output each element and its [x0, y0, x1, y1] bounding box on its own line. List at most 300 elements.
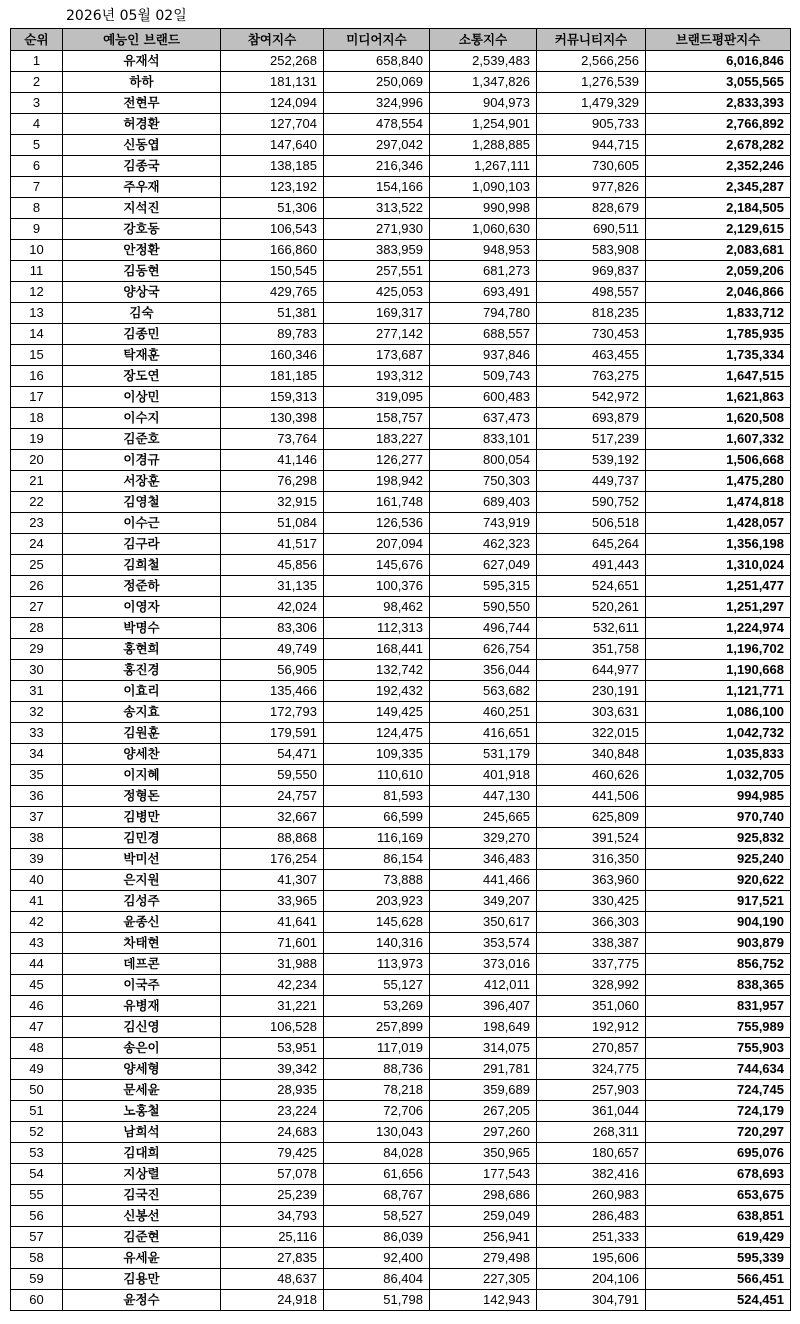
cell-media: 478,554 — [324, 114, 430, 135]
cell-community: 645,264 — [537, 534, 646, 555]
cell-community: 498,557 — [537, 282, 646, 303]
cell-media: 88,736 — [324, 1059, 430, 1080]
cell-participation: 51,381 — [221, 303, 324, 324]
cell-participation: 59,550 — [221, 765, 324, 786]
cell-brand: 송지효 — [63, 702, 221, 723]
header-community-index: 커뮤니티지수 — [537, 29, 646, 51]
cell-rank: 56 — [11, 1206, 63, 1227]
cell-community: 542,972 — [537, 387, 646, 408]
cell-communication: 595,315 — [430, 576, 537, 597]
cell-rank: 18 — [11, 408, 63, 429]
cell-reputation: 638,851 — [646, 1206, 791, 1227]
cell-brand: 송은이 — [63, 1038, 221, 1059]
cell-participation: 25,239 — [221, 1185, 324, 1206]
cell-community: 260,983 — [537, 1185, 646, 1206]
table-row — [11, 1101, 791, 1122]
cell-reputation: 2,766,892 — [646, 114, 791, 135]
cell-participation: 51,084 — [221, 513, 324, 534]
cell-participation: 150,545 — [221, 261, 324, 282]
cell-community: 286,483 — [537, 1206, 646, 1227]
cell-communication: 256,941 — [430, 1227, 537, 1248]
cell-brand: 서장훈 — [63, 471, 221, 492]
cell-reputation: 1,356,198 — [646, 534, 791, 555]
cell-rank: 29 — [11, 639, 63, 660]
cell-rank: 13 — [11, 303, 63, 324]
cell-participation: 28,935 — [221, 1080, 324, 1101]
cell-communication: 298,686 — [430, 1185, 537, 1206]
cell-reputation: 1,785,935 — [646, 324, 791, 345]
cell-rank: 44 — [11, 954, 63, 975]
cell-reputation: 1,190,668 — [646, 660, 791, 681]
table-row — [11, 870, 791, 891]
cell-participation: 159,313 — [221, 387, 324, 408]
cell-community: 391,524 — [537, 828, 646, 849]
cell-media: 86,154 — [324, 849, 430, 870]
cell-rank: 48 — [11, 1038, 63, 1059]
cell-reputation: 970,740 — [646, 807, 791, 828]
cell-participation: 49,749 — [221, 639, 324, 660]
cell-media: 58,527 — [324, 1206, 430, 1227]
cell-reputation: 678,693 — [646, 1164, 791, 1185]
cell-brand: 이영자 — [63, 597, 221, 618]
cell-media: 145,628 — [324, 912, 430, 933]
cell-media: 149,425 — [324, 702, 430, 723]
cell-media: 68,767 — [324, 1185, 430, 1206]
table-row — [11, 51, 791, 72]
cell-community: 977,826 — [537, 177, 646, 198]
cell-rank: 24 — [11, 534, 63, 555]
cell-communication: 359,689 — [430, 1080, 537, 1101]
cell-reputation: 1,086,100 — [646, 702, 791, 723]
cell-media: 183,227 — [324, 429, 430, 450]
cell-rank: 11 — [11, 261, 63, 282]
header-media-index: 미디어지수 — [324, 29, 430, 51]
table-row — [11, 849, 791, 870]
cell-brand: 이수근 — [63, 513, 221, 534]
cell-rank: 32 — [11, 702, 63, 723]
cell-communication: 750,303 — [430, 471, 537, 492]
cell-communication: 688,557 — [430, 324, 537, 345]
cell-communication: 681,273 — [430, 261, 537, 282]
cell-media: 154,166 — [324, 177, 430, 198]
cell-communication: 1,254,901 — [430, 114, 537, 135]
cell-rank: 57 — [11, 1227, 63, 1248]
cell-brand: 양세형 — [63, 1059, 221, 1080]
table-row — [11, 198, 791, 219]
cell-brand: 김종민 — [63, 324, 221, 345]
cell-media: 216,346 — [324, 156, 430, 177]
table-row — [11, 597, 791, 618]
cell-brand: 김동현 — [63, 261, 221, 282]
cell-rank: 58 — [11, 1248, 63, 1269]
cell-participation: 147,640 — [221, 135, 324, 156]
cell-reputation: 755,903 — [646, 1038, 791, 1059]
cell-brand: 김숙 — [63, 303, 221, 324]
cell-community: 905,733 — [537, 114, 646, 135]
table-row — [11, 1248, 791, 1269]
cell-communication: 356,044 — [430, 660, 537, 681]
cell-rank: 30 — [11, 660, 63, 681]
cell-community: 463,455 — [537, 345, 646, 366]
cell-media: 297,042 — [324, 135, 430, 156]
cell-brand: 유병재 — [63, 996, 221, 1017]
cell-brand: 안정환 — [63, 240, 221, 261]
cell-reputation: 838,365 — [646, 975, 791, 996]
cell-community: 366,303 — [537, 912, 646, 933]
cell-media: 161,748 — [324, 492, 430, 513]
cell-reputation: 1,735,334 — [646, 345, 791, 366]
cell-community: 1,479,329 — [537, 93, 646, 114]
cell-communication: 1,090,103 — [430, 177, 537, 198]
cell-reputation: 653,675 — [646, 1185, 791, 1206]
cell-rank: 55 — [11, 1185, 63, 1206]
cell-reputation: 6,016,846 — [646, 51, 791, 72]
cell-participation: 32,915 — [221, 492, 324, 513]
cell-participation: 106,528 — [221, 1017, 324, 1038]
cell-communication: 627,049 — [430, 555, 537, 576]
cell-rank: 21 — [11, 471, 63, 492]
cell-brand: 윤종신 — [63, 912, 221, 933]
cell-participation: 31,135 — [221, 576, 324, 597]
cell-participation: 88,868 — [221, 828, 324, 849]
cell-participation: 51,306 — [221, 198, 324, 219]
table-row — [11, 1080, 791, 1101]
cell-reputation: 2,345,287 — [646, 177, 791, 198]
cell-communication: 1,060,630 — [430, 219, 537, 240]
table-row — [11, 1038, 791, 1059]
table-row — [11, 114, 791, 135]
cell-participation: 179,591 — [221, 723, 324, 744]
cell-brand: 지상렬 — [63, 1164, 221, 1185]
table-row — [11, 912, 791, 933]
cell-rank: 31 — [11, 681, 63, 702]
cell-community: 491,443 — [537, 555, 646, 576]
cell-rank: 15 — [11, 345, 63, 366]
cell-communication: 462,323 — [430, 534, 537, 555]
cell-participation: 41,146 — [221, 450, 324, 471]
cell-communication: 350,965 — [430, 1143, 537, 1164]
cell-communication: 460,251 — [430, 702, 537, 723]
cell-rank: 53 — [11, 1143, 63, 1164]
cell-reputation: 920,622 — [646, 870, 791, 891]
cell-community: 351,758 — [537, 639, 646, 660]
cell-reputation: 1,428,057 — [646, 513, 791, 534]
cell-media: 169,317 — [324, 303, 430, 324]
cell-media: 130,043 — [324, 1122, 430, 1143]
cell-reputation: 1,121,771 — [646, 681, 791, 702]
cell-community: 251,333 — [537, 1227, 646, 1248]
cell-participation: 24,757 — [221, 786, 324, 807]
cell-rank: 19 — [11, 429, 63, 450]
cell-rank: 23 — [11, 513, 63, 534]
cell-communication: 314,075 — [430, 1038, 537, 1059]
cell-media: 66,599 — [324, 807, 430, 828]
cell-brand: 장도연 — [63, 366, 221, 387]
cell-reputation: 1,607,332 — [646, 429, 791, 450]
cell-participation: 32,667 — [221, 807, 324, 828]
cell-participation: 54,471 — [221, 744, 324, 765]
cell-brand: 강호동 — [63, 219, 221, 240]
cell-brand: 문세윤 — [63, 1080, 221, 1101]
cell-media: 124,475 — [324, 723, 430, 744]
cell-community: 316,350 — [537, 849, 646, 870]
cell-participation: 27,835 — [221, 1248, 324, 1269]
table-row — [11, 891, 791, 912]
cell-media: 98,462 — [324, 597, 430, 618]
cell-reputation: 724,179 — [646, 1101, 791, 1122]
cell-brand: 김성주 — [63, 891, 221, 912]
cell-community: 230,191 — [537, 681, 646, 702]
cell-media: 319,095 — [324, 387, 430, 408]
header-participation-index: 참여지수 — [221, 29, 324, 51]
cell-communication: 496,744 — [430, 618, 537, 639]
table-row — [11, 1017, 791, 1038]
cell-community: 337,775 — [537, 954, 646, 975]
table-row — [11, 618, 791, 639]
cell-rank: 60 — [11, 1290, 63, 1311]
cell-rank: 20 — [11, 450, 63, 471]
cell-brand: 정준하 — [63, 576, 221, 597]
cell-communication: 937,846 — [430, 345, 537, 366]
cell-participation: 160,346 — [221, 345, 324, 366]
cell-brand: 이지혜 — [63, 765, 221, 786]
table-row — [11, 408, 791, 429]
cell-reputation: 925,832 — [646, 828, 791, 849]
cell-reputation: 720,297 — [646, 1122, 791, 1143]
cell-brand: 주우재 — [63, 177, 221, 198]
cell-communication: 353,574 — [430, 933, 537, 954]
cell-participation: 429,765 — [221, 282, 324, 303]
cell-brand: 김병만 — [63, 807, 221, 828]
cell-participation: 123,192 — [221, 177, 324, 198]
table-row — [11, 345, 791, 366]
cell-communication: 259,049 — [430, 1206, 537, 1227]
cell-media: 100,376 — [324, 576, 430, 597]
cell-media: 92,400 — [324, 1248, 430, 1269]
table-row — [11, 1143, 791, 1164]
cell-reputation: 695,076 — [646, 1143, 791, 1164]
table-row — [11, 933, 791, 954]
cell-community: 590,752 — [537, 492, 646, 513]
cell-rank: 42 — [11, 912, 63, 933]
cell-communication: 626,754 — [430, 639, 537, 660]
cell-communication: 267,205 — [430, 1101, 537, 1122]
cell-community: 195,606 — [537, 1248, 646, 1269]
cell-media: 110,610 — [324, 765, 430, 786]
cell-rank: 12 — [11, 282, 63, 303]
cell-brand: 이국주 — [63, 975, 221, 996]
table-row — [11, 723, 791, 744]
cell-community: 524,651 — [537, 576, 646, 597]
table-row — [11, 1227, 791, 1248]
cell-communication: 329,270 — [430, 828, 537, 849]
cell-brand: 탁재훈 — [63, 345, 221, 366]
cell-media: 86,404 — [324, 1269, 430, 1290]
cell-rank: 25 — [11, 555, 63, 576]
cell-brand: 윤정수 — [63, 1290, 221, 1311]
cell-rank: 1 — [11, 51, 63, 72]
cell-media: 168,441 — [324, 639, 430, 660]
table-row — [11, 1269, 791, 1290]
cell-brand: 이수지 — [63, 408, 221, 429]
cell-reputation: 755,989 — [646, 1017, 791, 1038]
cell-media: 207,094 — [324, 534, 430, 555]
cell-participation: 181,131 — [221, 72, 324, 93]
cell-media: 313,522 — [324, 198, 430, 219]
cell-participation: 89,783 — [221, 324, 324, 345]
table-row — [11, 450, 791, 471]
cell-media: 277,142 — [324, 324, 430, 345]
cell-communication: 948,953 — [430, 240, 537, 261]
cell-rank: 40 — [11, 870, 63, 891]
cell-reputation: 744,634 — [646, 1059, 791, 1080]
cell-communication: 590,550 — [430, 597, 537, 618]
cell-brand: 김국진 — [63, 1185, 221, 1206]
cell-community: 763,275 — [537, 366, 646, 387]
cell-brand: 하하 — [63, 72, 221, 93]
cell-community: 944,715 — [537, 135, 646, 156]
cell-rank: 59 — [11, 1269, 63, 1290]
cell-brand: 박미선 — [63, 849, 221, 870]
cell-reputation: 2,046,866 — [646, 282, 791, 303]
table-row — [11, 177, 791, 198]
cell-reputation: 1,475,280 — [646, 471, 791, 492]
cell-reputation: 566,451 — [646, 1269, 791, 1290]
table-row — [11, 93, 791, 114]
cell-rank: 46 — [11, 996, 63, 1017]
cell-media: 109,335 — [324, 744, 430, 765]
cell-reputation: 1,196,702 — [646, 639, 791, 660]
cell-community: 532,611 — [537, 618, 646, 639]
cell-participation: 130,398 — [221, 408, 324, 429]
cell-rank: 45 — [11, 975, 63, 996]
cell-media: 257,551 — [324, 261, 430, 282]
cell-brand: 양상국 — [63, 282, 221, 303]
cell-communication: 509,743 — [430, 366, 537, 387]
cell-media: 193,312 — [324, 366, 430, 387]
cell-participation: 42,024 — [221, 597, 324, 618]
cell-community: 363,960 — [537, 870, 646, 891]
table-row — [11, 807, 791, 828]
table-row — [11, 72, 791, 93]
cell-community: 583,908 — [537, 240, 646, 261]
table-row — [11, 954, 791, 975]
table-row — [11, 513, 791, 534]
cell-rank: 4 — [11, 114, 63, 135]
report-date: 2026년 05월 02일 — [66, 8, 187, 24]
cell-rank: 27 — [11, 597, 63, 618]
cell-participation: 24,918 — [221, 1290, 324, 1311]
cell-participation: 57,078 — [221, 1164, 324, 1185]
cell-reputation: 3,055,565 — [646, 72, 791, 93]
cell-community: 818,235 — [537, 303, 646, 324]
cell-communication: 177,543 — [430, 1164, 537, 1185]
table-row — [11, 744, 791, 765]
table-row — [11, 492, 791, 513]
cell-communication: 693,491 — [430, 282, 537, 303]
cell-community: 2,566,256 — [537, 51, 646, 72]
cell-community: 828,679 — [537, 198, 646, 219]
cell-participation: 23,224 — [221, 1101, 324, 1122]
cell-community: 330,425 — [537, 891, 646, 912]
cell-participation: 83,306 — [221, 618, 324, 639]
cell-communication: 396,407 — [430, 996, 537, 1017]
cell-media: 257,899 — [324, 1017, 430, 1038]
cell-brand: 김영철 — [63, 492, 221, 513]
cell-reputation: 2,678,282 — [646, 135, 791, 156]
cell-rank: 5 — [11, 135, 63, 156]
cell-media: 126,277 — [324, 450, 430, 471]
cell-community: 690,511 — [537, 219, 646, 240]
cell-reputation: 2,184,505 — [646, 198, 791, 219]
cell-participation: 42,234 — [221, 975, 324, 996]
cell-community: 204,106 — [537, 1269, 646, 1290]
cell-brand: 차태현 — [63, 933, 221, 954]
cell-media: 192,432 — [324, 681, 430, 702]
cell-media: 173,687 — [324, 345, 430, 366]
cell-rank: 38 — [11, 828, 63, 849]
cell-participation: 33,965 — [221, 891, 324, 912]
cell-participation: 127,704 — [221, 114, 324, 135]
cell-participation: 45,856 — [221, 555, 324, 576]
cell-community: 441,506 — [537, 786, 646, 807]
cell-reputation: 1,506,668 — [646, 450, 791, 471]
cell-brand: 신동엽 — [63, 135, 221, 156]
cell-community: 303,631 — [537, 702, 646, 723]
cell-rank: 28 — [11, 618, 63, 639]
cell-reputation: 831,957 — [646, 996, 791, 1017]
table-row — [11, 387, 791, 408]
cell-communication: 2,539,483 — [430, 51, 537, 72]
cell-brand: 이효리 — [63, 681, 221, 702]
cell-media: 324,996 — [324, 93, 430, 114]
cell-participation: 71,601 — [221, 933, 324, 954]
cell-media: 203,923 — [324, 891, 430, 912]
cell-rank: 49 — [11, 1059, 63, 1080]
cell-brand: 김민경 — [63, 828, 221, 849]
cell-reputation: 2,833,393 — [646, 93, 791, 114]
cell-reputation: 1,032,705 — [646, 765, 791, 786]
cell-community: 192,912 — [537, 1017, 646, 1038]
cell-rank: 54 — [11, 1164, 63, 1185]
cell-reputation: 1,620,508 — [646, 408, 791, 429]
cell-reputation: 724,745 — [646, 1080, 791, 1101]
cell-communication: 600,483 — [430, 387, 537, 408]
cell-rank: 2 — [11, 72, 63, 93]
cell-communication: 531,179 — [430, 744, 537, 765]
cell-community: 1,276,539 — [537, 72, 646, 93]
cell-media: 72,706 — [324, 1101, 430, 1122]
cell-communication: 904,973 — [430, 93, 537, 114]
cell-brand: 홍현희 — [63, 639, 221, 660]
cell-community: 449,737 — [537, 471, 646, 492]
cell-rank: 47 — [11, 1017, 63, 1038]
cell-communication: 412,011 — [430, 975, 537, 996]
cell-brand: 신봉선 — [63, 1206, 221, 1227]
cell-brand: 이경규 — [63, 450, 221, 471]
cell-media: 84,028 — [324, 1143, 430, 1164]
header-rank: 순위 — [11, 29, 63, 51]
cell-brand: 박명수 — [63, 618, 221, 639]
cell-participation: 124,094 — [221, 93, 324, 114]
cell-media: 271,930 — [324, 219, 430, 240]
cell-communication: 441,466 — [430, 870, 537, 891]
table-row — [11, 660, 791, 681]
cell-communication: 794,780 — [430, 303, 537, 324]
cell-communication: 833,101 — [430, 429, 537, 450]
cell-media: 383,959 — [324, 240, 430, 261]
cell-communication: 227,305 — [430, 1269, 537, 1290]
